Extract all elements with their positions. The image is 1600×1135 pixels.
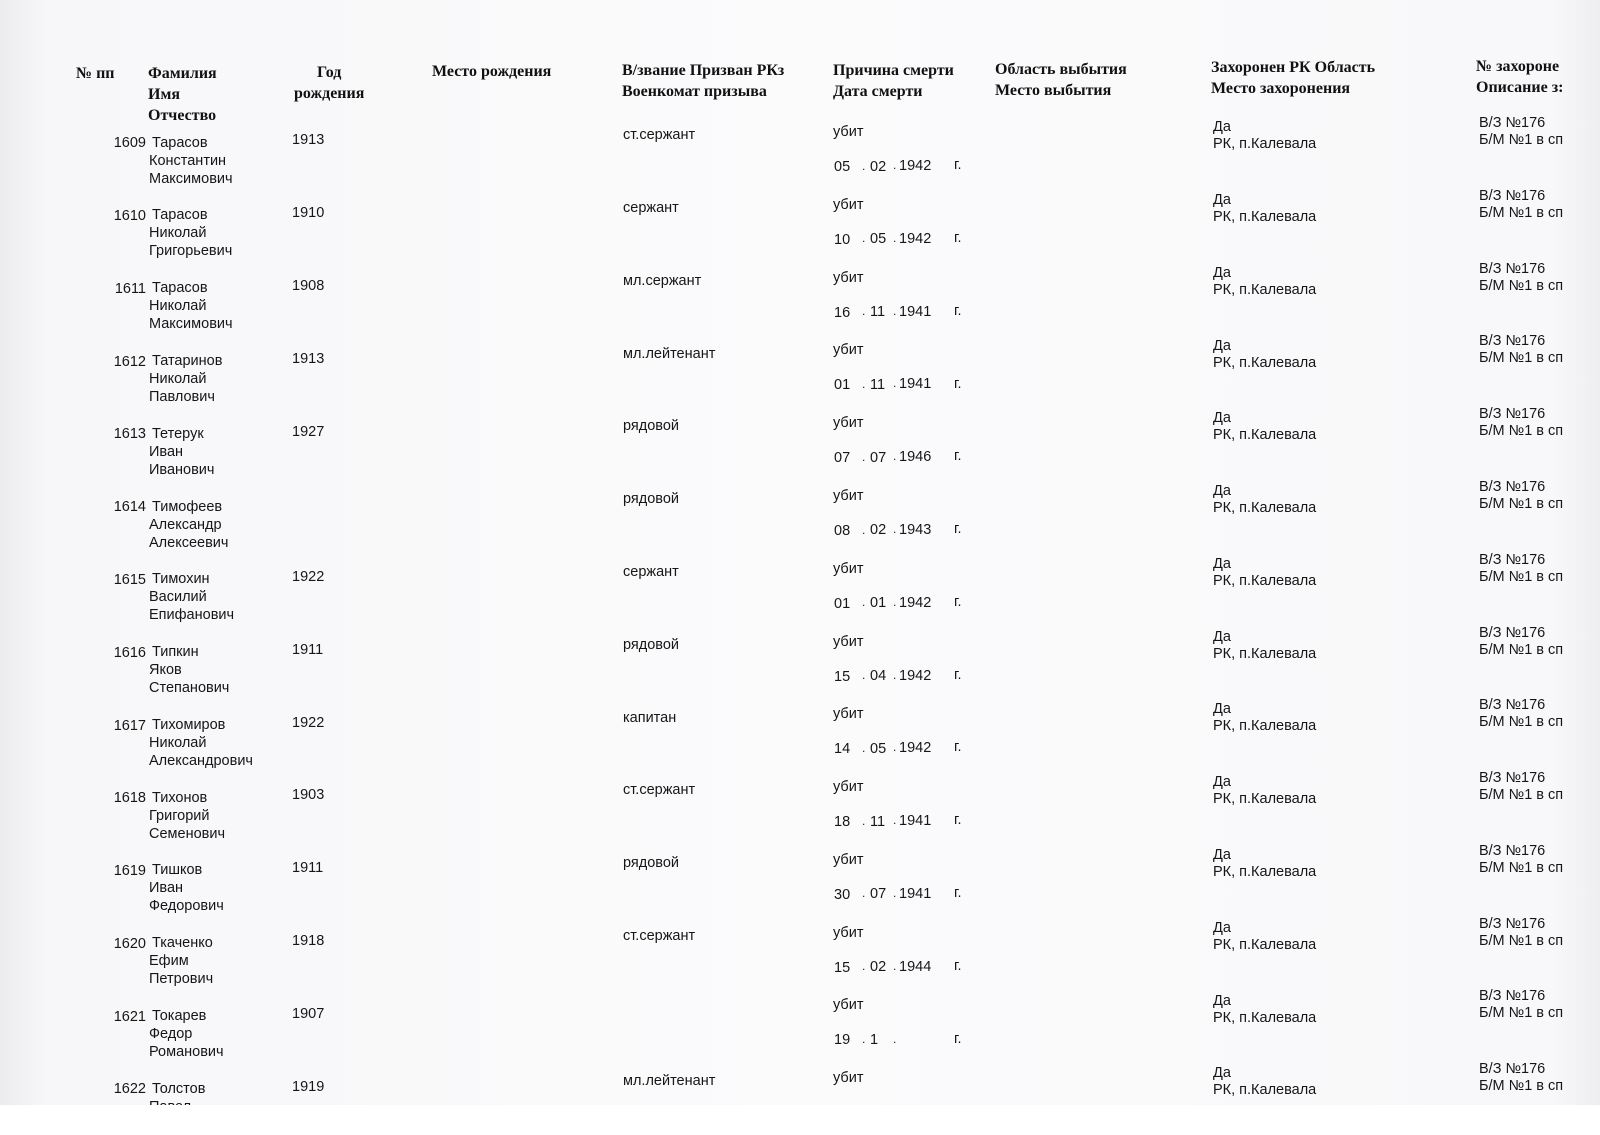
row-number: 1616 [113, 644, 146, 661]
death-cause: убит [833, 342, 864, 359]
patronymic: Семенович [149, 825, 225, 842]
birth-year: 1922 [292, 714, 325, 731]
burial-place: РК, п.Калевала [1213, 136, 1317, 153]
burial-place: РК, п.Калевала [1213, 1082, 1317, 1099]
row-number: 1615 [113, 572, 146, 589]
death-year: 1942 [899, 667, 932, 684]
death-day: 15 [834, 959, 851, 976]
death-cause: убит [833, 1070, 864, 1087]
death-cause: убит [833, 706, 864, 723]
military-rank: капитан [623, 709, 677, 726]
military-rank: мл.лейтенант [623, 345, 716, 362]
first-name: Николай [149, 371, 207, 388]
death-month: 05 [870, 740, 887, 757]
grave-number: В/З №176 [1479, 551, 1546, 568]
death-year-suffix: г. [954, 739, 962, 756]
date-separator: . [862, 959, 866, 974]
date-separator: . [893, 958, 897, 973]
first-name: Николай [149, 298, 207, 315]
date-separator: . [862, 1031, 866, 1046]
page-bottom-margin [0, 1105, 1600, 1135]
grave-description: Б/М №1 в сп [1479, 568, 1564, 585]
date-separator: . [862, 231, 866, 246]
first-name: Иван [149, 880, 184, 897]
buried-flag: Да [1213, 191, 1231, 208]
death-year: 1944 [899, 958, 932, 975]
buried-flag: Да [1213, 555, 1231, 572]
row-number: 1622 [113, 1081, 146, 1098]
birth-year: 1903 [292, 787, 325, 804]
birth-year: 1910 [292, 205, 325, 222]
buried-flag: Да [1213, 264, 1231, 281]
birth-year: 1911 [292, 860, 324, 877]
surname: Типкин [152, 644, 199, 661]
header-death [833, 60, 954, 102]
death-month: 04 [870, 667, 887, 684]
header-name-line1: Фамилия [148, 65, 217, 82]
row-number: 1618 [113, 790, 146, 807]
first-name: Александр [149, 516, 222, 533]
buried-flag: Да [1213, 337, 1231, 354]
date-separator: . [893, 740, 897, 755]
burial-place: РК, п.Калевала [1213, 863, 1317, 880]
death-day: 07 [834, 450, 851, 467]
patronymic: Иванович [149, 461, 215, 478]
death-year-suffix: г. [954, 666, 962, 683]
grave-number: В/З №176 [1479, 406, 1546, 423]
death-year-suffix: г. [954, 885, 962, 901]
header-num: № пп [76, 65, 115, 82]
death-cause: убит [833, 124, 864, 141]
row-number: 1614 [113, 499, 146, 516]
row-number: 1612 [113, 353, 146, 370]
death-year: 1942 [899, 230, 932, 247]
military-rank: ст.сержант [623, 127, 696, 144]
burial-place: РК, п.Калевала [1213, 208, 1317, 225]
death-day: 05 [834, 159, 851, 176]
surname: Тишков [152, 862, 203, 879]
death-year-suffix: г. [954, 1030, 962, 1047]
first-name: Федор [149, 1026, 193, 1043]
patronymic: Максимович [149, 316, 233, 333]
surname: Толстов [152, 1080, 206, 1097]
header-grave-line1: № захороне [1476, 58, 1560, 75]
date-separator: . [862, 522, 866, 537]
first-name: Иван [149, 443, 184, 460]
row-number: 1613 [113, 426, 146, 443]
birth-year: 1918 [292, 933, 325, 950]
patronymic: Александрович [149, 752, 253, 769]
date-separator: . [862, 668, 866, 683]
date-separator: . [862, 304, 866, 319]
death-year-suffix: г. [954, 812, 962, 829]
header-name-line2: Имя [148, 86, 180, 103]
patronymic: Максимович [149, 170, 233, 187]
date-separator: . [893, 522, 897, 537]
death-cause: убит [833, 269, 864, 286]
birth-year: 1913 [292, 350, 325, 367]
header-rank [622, 60, 784, 102]
burial-place: РК, п.Калевала [1213, 427, 1317, 444]
death-month: 1 [870, 1031, 879, 1048]
buried-flag: Да [1213, 628, 1231, 645]
death-day: 16 [834, 304, 851, 321]
first-name: Василий [149, 589, 207, 606]
first-name: Константин [149, 152, 227, 169]
military-rank: рядовой [623, 855, 679, 872]
date-separator: . [893, 667, 897, 682]
burial-place: РК, п.Калевала [1213, 500, 1317, 517]
date-separator: . [862, 158, 866, 173]
date-separator: . [893, 158, 897, 173]
death-year: 1942 [899, 158, 932, 175]
death-month: 07 [870, 886, 887, 903]
death-cause: убит [833, 415, 864, 432]
buried-flag: Да [1213, 410, 1231, 427]
header-region [995, 59, 1127, 101]
death-day: 10 [834, 231, 851, 248]
death-month: 07 [870, 449, 887, 466]
grave-number: В/З №176 [1479, 624, 1546, 641]
header-birthplace: Место рождения [432, 63, 552, 80]
grave-description: Б/М №1 в сп [1479, 277, 1564, 294]
row-number: 1611 [114, 280, 146, 297]
date-separator: . [893, 885, 897, 900]
death-month: 01 [870, 595, 887, 612]
date-separator: . [862, 595, 866, 610]
death-cause: убит [833, 487, 864, 504]
buried-flag: Да [1213, 774, 1231, 791]
date-separator: . [862, 813, 866, 828]
burial-place: РК, п.Калевала [1213, 791, 1317, 808]
burial-place: РК, п.Калевала [1213, 572, 1317, 589]
surname: Тарасов [152, 134, 208, 151]
death-year: 1943 [899, 521, 932, 538]
death-day: 08 [834, 522, 851, 539]
death-cause: убит [833, 560, 864, 577]
death-year: 1942 [899, 740, 932, 757]
death-day: 18 [834, 814, 851, 831]
surname: Тетерук [152, 425, 204, 442]
military-rank: ст.сержант [623, 927, 696, 944]
date-separator: . [893, 1031, 897, 1046]
row-number: 1610 [113, 208, 146, 225]
header-burial-line2: Место захоронения [1211, 80, 1351, 97]
grave-description: Б/М №1 в сп [1479, 714, 1564, 731]
grave-description: Б/М №1 в сп [1479, 641, 1564, 658]
grave-description: Б/М №1 в сп [1479, 204, 1564, 221]
date-separator: . [893, 230, 897, 245]
grave-description: Б/М №1 в сп [1479, 132, 1564, 149]
patronymic: Павлович [149, 389, 215, 406]
death-day: 19 [834, 1032, 851, 1049]
date-separator: . [893, 449, 897, 464]
first-name: Николай [149, 734, 207, 751]
military-rank: мл.сержант [623, 272, 702, 289]
date-separator: . [862, 376, 866, 391]
death-year-suffix: г. [954, 521, 962, 538]
death-month: 02 [870, 158, 887, 175]
death-year: 1946 [899, 449, 932, 466]
death-day: 01 [834, 595, 851, 612]
row-number: 1619 [113, 863, 146, 880]
header-burial [1211, 57, 1375, 99]
row-number: 1617 [113, 717, 146, 734]
birth-year: 1927 [292, 423, 325, 440]
buried-flag: Да [1213, 1065, 1231, 1082]
military-rank: мл.лейтенант [623, 1073, 716, 1090]
surname: Тихомиров [152, 716, 226, 733]
row-number: 1609 [113, 135, 146, 152]
death-year: 1941 [899, 885, 932, 902]
buried-flag: Да [1213, 919, 1231, 936]
death-year-suffix: г. [954, 593, 962, 610]
death-cause: убит [833, 779, 864, 796]
military-rank: рядовой [623, 491, 679, 508]
grave-number: В/З №176 [1479, 187, 1546, 204]
buried-flag: Да [1213, 846, 1231, 863]
row-number: 1620 [113, 935, 146, 952]
header-name-line3: Отчество [148, 107, 217, 124]
death-month: 11 [870, 813, 886, 830]
header-rank-line1: В/звание Призван РКз [622, 62, 785, 79]
surname: Тихонов [152, 789, 208, 806]
grave-number: В/З №176 [1479, 260, 1546, 277]
grave-number: В/З №176 [1479, 988, 1546, 1005]
military-rank: сержант [623, 200, 679, 217]
header-region-line2: Место выбытия [995, 82, 1112, 99]
death-year-suffix: г. [954, 448, 962, 465]
buried-flag: Да [1213, 992, 1231, 1009]
date-separator: . [862, 886, 866, 901]
date-separator: . [893, 594, 897, 609]
header-rank-line2: Военкомат призыва [622, 83, 767, 100]
first-name: Яков [149, 662, 182, 679]
grave-description: Б/М №1 в сп [1479, 1078, 1564, 1095]
birth-year: 1908 [292, 278, 325, 295]
death-year-suffix: г. [954, 375, 962, 392]
death-cause: убит [833, 924, 864, 941]
birth-year: 1919 [292, 1078, 325, 1095]
death-cause: убит [833, 196, 864, 213]
death-year-suffix: г. [954, 302, 962, 319]
death-cause: убит [833, 851, 864, 868]
death-month: 11 [870, 304, 886, 321]
military-rank: рядовой [623, 418, 679, 435]
birth-year: 1911 [292, 641, 324, 658]
death-day: 14 [834, 741, 851, 758]
death-year-suffix: г. [954, 229, 962, 246]
header-name [148, 63, 217, 126]
grave-number: В/З №176 [1479, 697, 1546, 714]
grave-description: Б/М №1 в сп [1479, 787, 1564, 804]
header-grave-line2: Описание з: [1476, 79, 1564, 96]
death-month: 05 [870, 231, 887, 248]
surname: Тимохин [152, 571, 210, 588]
grave-number: В/З №176 [1479, 1061, 1546, 1078]
grave-number: В/З №176 [1479, 478, 1546, 495]
header-grave [1476, 56, 1563, 98]
death-cause: убит [833, 633, 864, 650]
grave-description: Б/М №1 в сп [1479, 350, 1564, 367]
death-year-suffix: г. [954, 957, 962, 974]
death-month: 11 [870, 376, 886, 393]
date-separator: . [893, 303, 897, 318]
patronymic: Епифанович [149, 607, 235, 624]
date-separator: . [893, 376, 897, 391]
burial-place: РК, п.Калевала [1213, 354, 1317, 371]
header-burial-line1: Захоронен РК Область [1211, 59, 1376, 76]
header-region-line1: Область выбытия [995, 61, 1127, 78]
buried-flag: Да [1213, 119, 1231, 136]
burial-place: РК, п.Калевала [1213, 936, 1317, 953]
patronymic: Степанович [149, 680, 230, 697]
date-separator: . [862, 740, 866, 755]
death-year: 1942 [899, 594, 932, 611]
grave-description: Б/М №1 в сп [1479, 1005, 1564, 1022]
grave-number: В/З №176 [1479, 842, 1546, 859]
surname: Татаринов [152, 352, 223, 369]
death-year: 1941 [899, 376, 932, 393]
date-separator: . [862, 449, 866, 464]
patronymic: Федорович [149, 898, 224, 915]
burial-place: РК, п.Калевала [1213, 1009, 1317, 1026]
birth-year: 1907 [292, 1005, 325, 1022]
grave-description: Б/М №1 в сп [1479, 495, 1564, 512]
burial-place: РК, п.Калевала [1213, 718, 1317, 735]
death-year-suffix: г. [954, 157, 962, 174]
first-name: Николай [149, 225, 207, 242]
birth-year: 1913 [292, 132, 325, 149]
header-year-line1: Год [316, 64, 342, 81]
death-month: 02 [870, 522, 887, 539]
surname: Тарасов [152, 207, 208, 224]
patronymic: Петрович [149, 971, 214, 988]
surname: Тимофеев [152, 498, 223, 515]
header-death-line1: Причина смерти [833, 62, 954, 79]
first-name: Ефим [149, 953, 189, 970]
header-death-line2: Дата смерти [833, 83, 923, 100]
row-number: 1621 [113, 1008, 146, 1025]
death-year: 1941 [899, 813, 932, 830]
grave-description: Б/М №1 в сп [1479, 932, 1564, 949]
grave-description: Б/М №1 в сп [1479, 859, 1564, 876]
buried-flag: Да [1213, 483, 1231, 500]
date-separator: . [893, 813, 897, 828]
grave-number: В/З №176 [1479, 915, 1546, 932]
death-year: 1941 [899, 303, 932, 320]
header-year [294, 62, 364, 104]
grave-number: В/З №176 [1479, 115, 1546, 132]
grave-number: В/З №176 [1479, 770, 1546, 787]
death-day: 15 [834, 668, 851, 685]
surname: Тарасов [152, 280, 208, 297]
military-rank: рядовой [623, 636, 679, 653]
patronymic: Романович [149, 1044, 224, 1061]
buried-flag: Да [1213, 701, 1231, 718]
header-year-line2: рождения [294, 85, 365, 102]
first-name: Григорий [149, 807, 210, 824]
grave-number: В/З №176 [1479, 333, 1546, 350]
burial-place: РК, п.Калевала [1213, 281, 1317, 298]
death-day: 01 [834, 377, 851, 394]
surname: Ткаченко [152, 935, 213, 952]
patronymic: Алексеевич [149, 534, 229, 551]
military-rank: сержант [623, 564, 679, 581]
grave-description: Б/М №1 в сп [1479, 423, 1564, 440]
death-month: 02 [870, 959, 887, 976]
death-day: 30 [834, 886, 851, 903]
burial-place: РК, п.Калевала [1213, 645, 1317, 662]
death-cause: убит [833, 997, 864, 1014]
patronymic: Григорьевич [149, 243, 233, 260]
surname: Токарев [152, 1008, 207, 1024]
birth-year: 1922 [292, 569, 325, 586]
military-rank: ст.сержант [623, 782, 696, 799]
